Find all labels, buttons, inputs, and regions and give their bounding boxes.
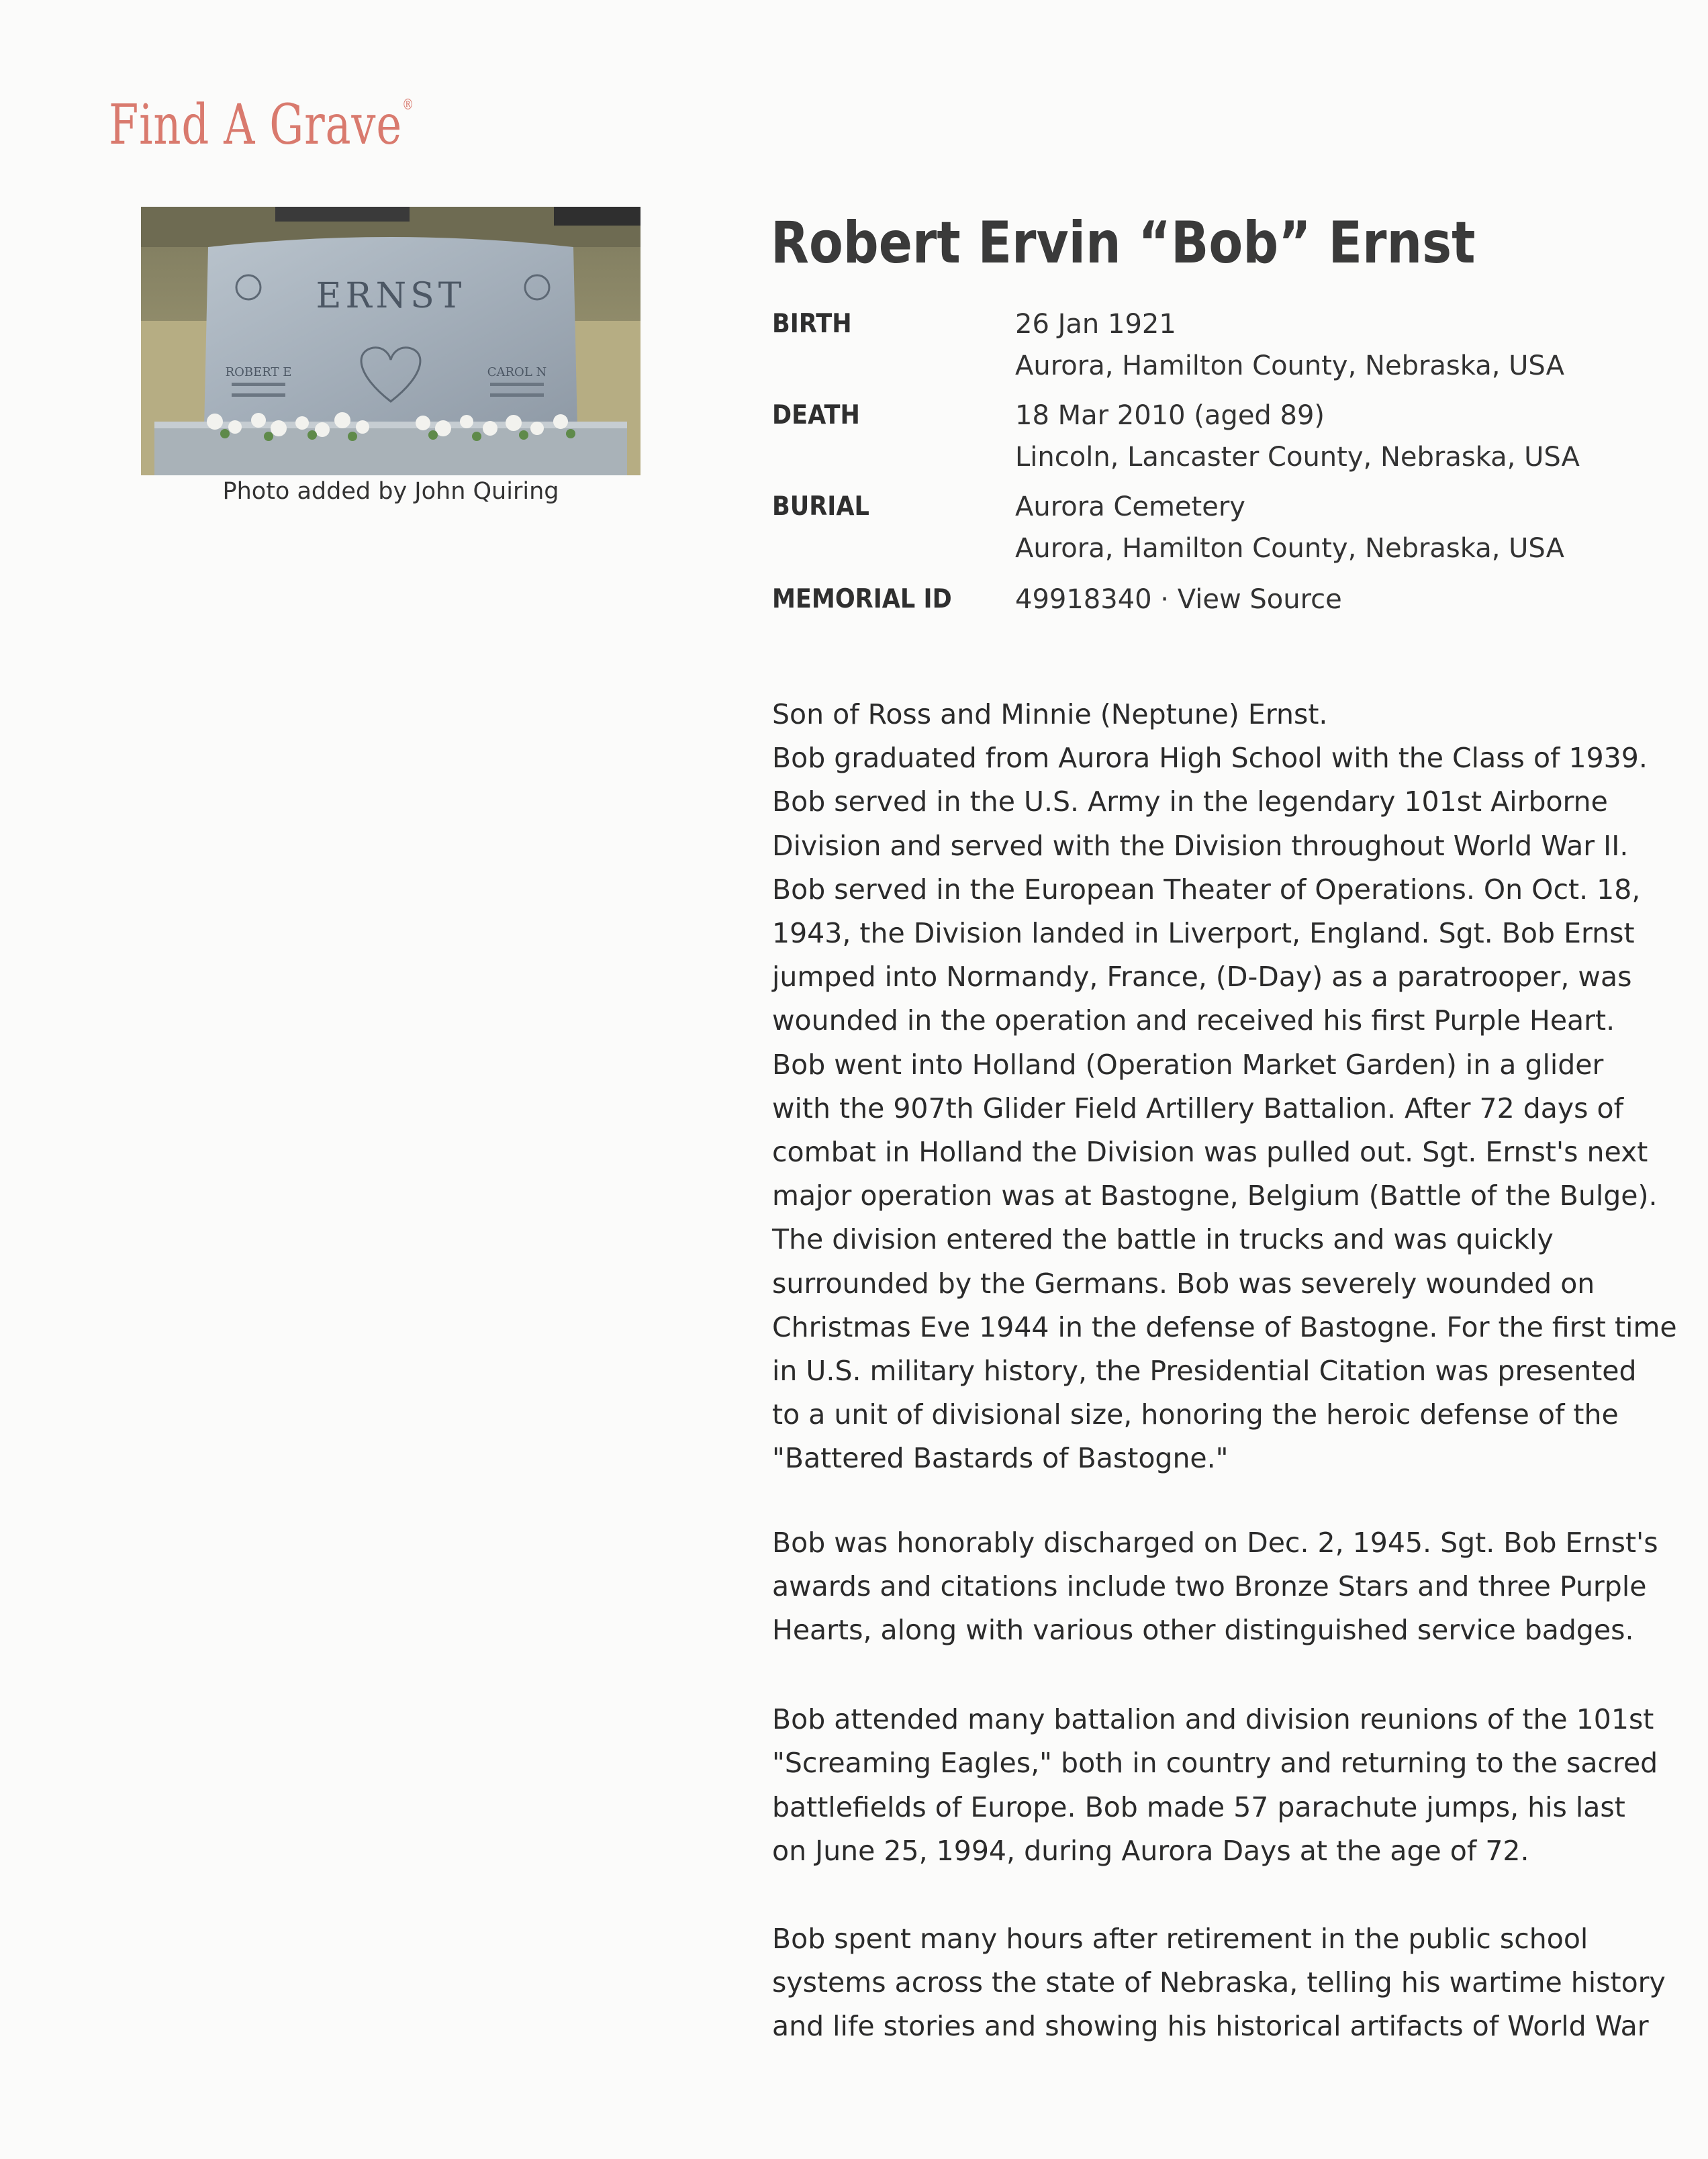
bio-line: "Battered Bastards of Bastogne." [772, 1442, 1229, 1475]
burial-place[interactable]: Aurora, Hamilton County, Nebraska, USA [1015, 533, 1564, 564]
bio-line: Bob graduated from Aurora High School with the Class of 1939. [772, 742, 1648, 775]
find-a-grave-logo[interactable] [102, 89, 451, 162]
death-place[interactable]: Lincoln, Lancaster County, Nebraska, USA [1015, 442, 1580, 473]
bio-line: surrounded by the Germans. Bob was severely wounded on [772, 1267, 1595, 1300]
biography [772, 693, 1677, 2049]
bio-paragraph-3 [772, 1698, 1658, 1873]
stone-left-name: ROBERT E [225, 365, 292, 379]
fact-label: BIRTH [772, 309, 852, 339]
bio-line: and life stories and showing his historical artifacts of World War [772, 2010, 1649, 2043]
bio-line: battlefields of Europe. Bob made 57 parachute jumps, his last [772, 1790, 1625, 1823]
fact-memorial-id [772, 579, 1625, 622]
stone-right-name: CAROL N [487, 365, 547, 379]
bio-line: Bob spent many hours after retirement in the public school [772, 1923, 1588, 1956]
headstone-photo[interactable] [141, 207, 640, 475]
photo-caption: Photo added by John Quiring [222, 478, 559, 505]
bio-line: awards and citations include two Bronze Stars and three Purple [772, 1570, 1647, 1602]
bio-line: Bob attended many battalion and division reunions of the 101st [772, 1703, 1654, 1736]
bio-line: Bob went into Holland (Operation Market Garden) in a glider [772, 1048, 1604, 1081]
bio-line: 1943, the Division landed in Liverport, England. Sgt. Bob Ernst [772, 917, 1635, 950]
memorial-facts [772, 303, 1625, 622]
birth-date: 26 Jan 1921 [1015, 309, 1176, 340]
bio-line: combat in Holland the Division was pulled out. Sgt. Ernst's next [772, 1136, 1648, 1169]
bio-line: in U.S. military history, the Presidential Citation was presented [772, 1355, 1637, 1388]
fact-label: DEATH [772, 400, 860, 430]
bio-line: jumped into Normandy, France, (D-Day) as a paratrooper, was [772, 961, 1632, 994]
fact-birth [772, 303, 1625, 395]
bio-line: Son of Ross and Minnie (Neptune) Ernst. [772, 698, 1328, 730]
cemetery-link[interactable]: Aurora Cemetery [1015, 491, 1245, 522]
fact-death [772, 395, 1625, 486]
bio-line: wounded in the operation and received his first Purple Heart. [772, 1004, 1615, 1037]
bio-line: on June 25, 1994, during Aurora Days at the age of 72. [772, 1834, 1529, 1867]
bio-paragraph-1 [772, 693, 1677, 1481]
death-date: 18 Mar 2010 (aged 89) [1015, 400, 1325, 431]
stone-surname: ERNST [316, 276, 466, 316]
bio-line: The division entered the battle in trucks and was quickly [772, 1223, 1554, 1256]
birth-place[interactable]: Aurora, Hamilton County, Nebraska, USA [1015, 350, 1564, 381]
bio-line: Division and served with the Division throughout World War II. [772, 829, 1629, 862]
fact-label: BURIAL [772, 491, 869, 522]
bio-line: Bob was honorably discharged on Dec. 2, 1945. Sgt. Bob Ernst's [772, 1526, 1658, 1559]
fact-burial [772, 486, 1625, 579]
memorial-title: Robert Ervin “Bob” Ernst [771, 209, 1476, 277]
bio-line: Hearts, along with various other distinguished service badges. [772, 1614, 1634, 1647]
bio-line: "Screaming Eagles," both in country and returning to the sacred [772, 1747, 1658, 1780]
bio-line: Christmas Eve 1944 in the defense of Bastogne. For the first time [772, 1310, 1677, 1343]
memorial-id-value[interactable]: 49918340 · View Source [1015, 584, 1342, 615]
bio-line: Bob served in the European Theater of Operations. On Oct. 18, [772, 873, 1641, 906]
bio-paragraph-2 [772, 1521, 1658, 1653]
bio-line: major operation was at Bastogne, Belgium (Battle of the Bulge). [772, 1180, 1658, 1212]
bio-line: Bob served in the U.S. Army in the legendary 101st Airborne [772, 785, 1608, 818]
bio-line: to a unit of divisional size, honoring the heroic defense of the [772, 1398, 1619, 1431]
bio-line: systems across the state of Nebraska, telling his wartime history [772, 1966, 1666, 1999]
bio-paragraph-4 [772, 1917, 1666, 2049]
logo-wordmark: Find A Grave® [109, 93, 414, 157]
fact-label: MEMORIAL ID [772, 584, 952, 614]
bio-line: with the 907th Glider Field Artillery Battalion. After 72 days of [772, 1092, 1624, 1124]
